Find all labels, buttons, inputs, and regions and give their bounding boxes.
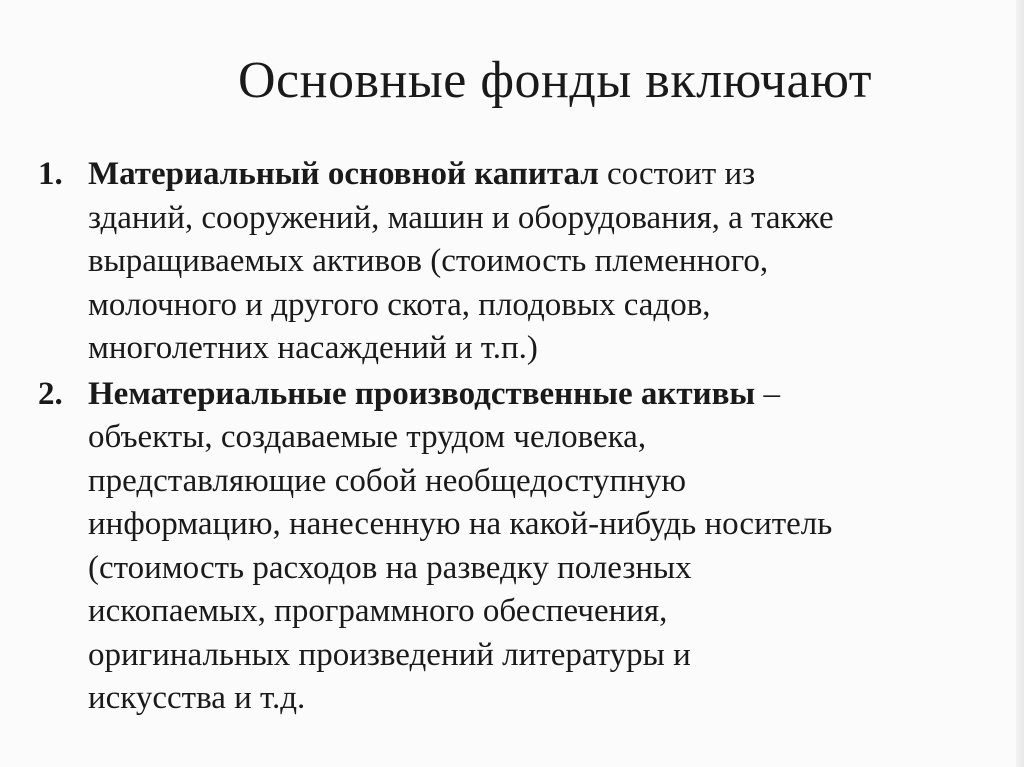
slide-title: Основные фонды включают — [237, 52, 873, 109]
list-item-1 — [38, 153, 1024, 371]
content-list — [38, 153, 1024, 723]
item-line: (стоимость расходов на разведку полезных — [88, 549, 692, 586]
item-line: молочного и другого скота, плодовых садов, — [88, 286, 711, 323]
item-first-line-rest: – — [755, 375, 780, 412]
item-first-line-rest: состоит из — [598, 156, 756, 192]
item-term: Материальный основной капитал — [88, 156, 599, 192]
slide-edge — [1016, 0, 1024, 767]
list-item-2 — [38, 373, 1024, 721]
item-number: 2. — [38, 375, 63, 412]
item-line: искусства и т.д. — [88, 680, 306, 716]
item-line: представляющие собой необщедоступную — [88, 462, 686, 499]
item-line: объекты, создаваемые трудом человека, — [88, 419, 647, 455]
item-line: выращиваемых активов (стоимость племенного, — [88, 243, 769, 279]
item-first-line — [88, 153, 1024, 197]
item-line: информацию, нанесенную на какой-нибудь носитель — [88, 506, 833, 542]
item-number: 1. — [38, 156, 63, 192]
item-line: зданий, сооружений, машин и оборудования, а также — [88, 199, 834, 236]
item-line: многолетних насаждений и т.п.) — [88, 330, 538, 366]
item-term: Нематериальные производственные активы — [88, 375, 756, 412]
item-first-line — [88, 373, 1024, 417]
item-line: оригинальных произведений литературы и — [88, 636, 691, 673]
item-line: ископаемых, программного обеспечения, — [88, 593, 668, 629]
